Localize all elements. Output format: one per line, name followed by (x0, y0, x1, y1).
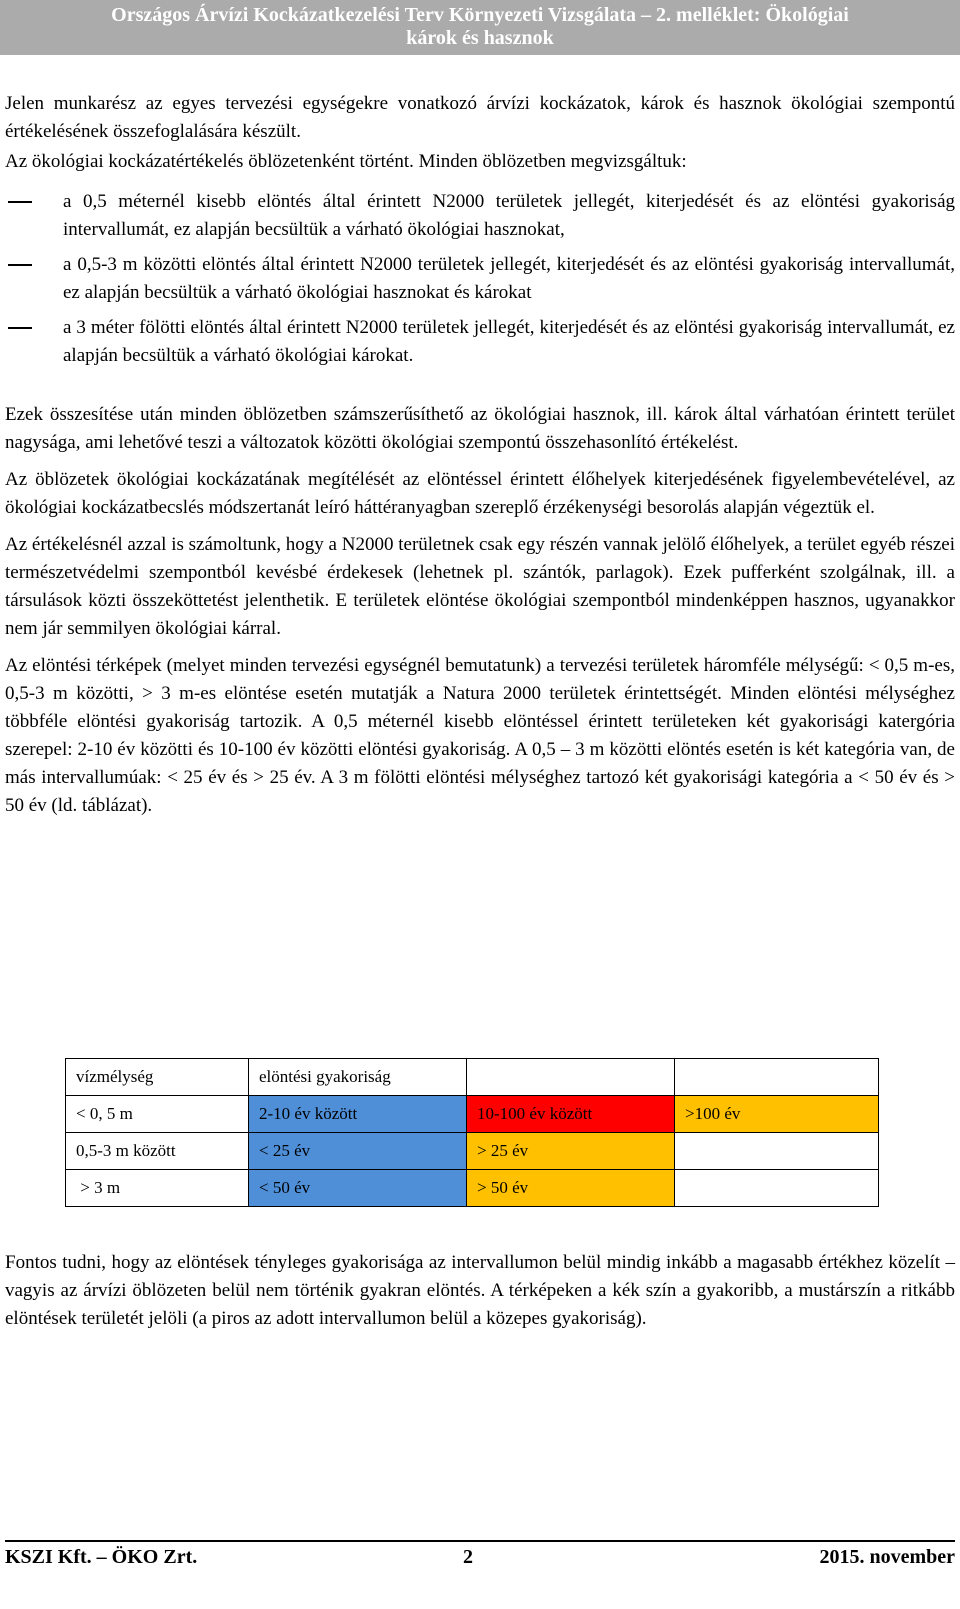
body-paragraph: Ezek összesítése után minden öblözetben számszerűsíthető az ökológiai hasznok, ill. károk által várhatóan érintett terület nagysága, ami lehetővé teszi a változatok közötti ökológiai szempontú összehasonlító értékelést. (5, 404, 955, 453)
frequency-cell-yellow: > 50 év (467, 1170, 675, 1207)
page-header (0, 0, 960, 55)
frequency-cell-yellow: > 25 év (467, 1133, 675, 1170)
table-header-row (66, 1059, 879, 1096)
header-title-line2: károk és hasznok (406, 27, 554, 49)
table-row (66, 1133, 879, 1170)
header-depth: vízmélység (66, 1059, 249, 1096)
frequency-cell-blue: < 25 év (249, 1133, 467, 1170)
frequency-cell-blue: 2-10 év között (249, 1096, 467, 1133)
closing-paragraph: Fontos tudni, hogy az elöntések tényleges gyakorisága az intervallumon belül mindig inkább a magasabb értékhez közelít – vagyis az árvízi öblözeten belül nem történik gyakran elöntés. A térképeken a kék szín a gyakoribb, a mustárszín a ritkább elöntések területét jelöli (a piros az adott intervallumon belül a közepes gyakoriság). (5, 1252, 955, 1329)
body-paragraph: Az elöntési térképek (melyet minden tervezési egységnél bemutatunk) a tervezési területek háromféle mélységű: < 0,5 m-es, 0,5-3 m közötti, > 3 m-es elöntése esetén mutatják a Natura 2000 területek érintettségét. Minden elöntési mélységhez többféle elöntési gyakoriság tartozik. A 0,5 méternél kisebb elöntéssel érintett területeken két gyakorisági katergória szerepel: 2-10 év közötti és 10-100 év közötti elöntési gyakoriság. A 0,5 – 3 m közötti elöntés esetén is két kategória van, de más intervallumúak: < 25 év és > 25 év. A 3 m fölötti elöntési mélységhez tartozó két gyakorisági kategória a < 50 év és > 50 év (ld. táblázat). (5, 655, 955, 816)
document-body (5, 90, 955, 829)
frequency-cell-blue: < 50 év (249, 1170, 467, 1207)
empty-cell (675, 1133, 879, 1170)
table-row (66, 1170, 879, 1207)
depth-cell: 0,5-3 m között (66, 1133, 249, 1170)
intro-paragraph: Jelen munkarész az egyes tervezési egységekre vonatkozó árvízi kockázatok, károk és hasznok ökológiai szempontú értékelésének összefoglalására készült. (5, 93, 955, 142)
page-footer (5, 1542, 955, 1572)
dash-bullet-icon (8, 201, 32, 203)
list-item (5, 188, 955, 244)
flood-frequency-table (65, 1058, 879, 1207)
frequency-cell-yellow: >100 év (675, 1096, 879, 1133)
bullet-list (5, 188, 955, 370)
body-paragraph: Az öblözetek ökológiai kockázatának megítélését az elöntéssel érintett élőhelyek kiterjedésének figyelembevételével, az ökológiai kockázatbecslés módszertanát leíró háttéranyagban szereplő érzékenységi besorolás alapján végeztük el. (5, 469, 955, 518)
page-number: 2 (463, 1546, 473, 1568)
depth-cell: < 0, 5 m (66, 1096, 249, 1133)
footer-company: KSZI Kft. – ÖKO Zrt. (5, 1546, 198, 1568)
footer-date: 2015. november (819, 1546, 955, 1568)
empty-cell (675, 1170, 879, 1207)
list-item-text: a 3 méter fölötti elöntés által érintett N2000 területek jellegét, kiterjedését és az elöntési gyakoriság intervallumát, ez alapján becsültük a várható ökológiai károkat. (63, 317, 955, 366)
dash-bullet-icon (8, 327, 32, 329)
dash-bullet-icon (8, 264, 32, 266)
list-item-text: a 0,5 méternél kisebb elöntés által érintett N2000 területek jellegét, kiterjedését és az elöntési gyakoriság intervallumát, ez alapján becsültük a várható ökológiai hasznokat, (63, 191, 955, 240)
list-item-text: a 0,5-3 m közötti elöntés által érintett N2000 területek jellegét, kiterjedését és az elöntési gyakoriság intervallumát, ez alapján becsültük a várható ökológiai hasznokat és károkat (63, 254, 955, 303)
body-paragraph: Az értékelésnél azzal is számoltunk, hogy a N2000 területnek csak egy részén vannak jelölő élőhelyek, a terület egyéb részei természetvédelmi szempontból kevésbé érdekesek (lehetnek pl. szántók, parlagok). Ezek pufferként szolgálnak, ill. a társulások közti összeköttetést jelenthetik. E területek elöntése ökológiai szempontból mindenképpen hasznos, ugyanakkor nem jár semmilyen ökológiai kárral. (5, 534, 955, 639)
frequency-cell-red: 10-100 év között (467, 1096, 675, 1133)
depth-cell: > 3 m (66, 1170, 249, 1207)
list-item (5, 251, 955, 307)
table-row (66, 1096, 879, 1133)
list-item (5, 314, 955, 370)
intro-paragraph-2: Az ökológiai kockázatértékelés öblözetenként történt. Minden öblözetben megvizsgáltuk: (5, 151, 687, 172)
header-frequency: elöntési gyakoriság (249, 1059, 467, 1096)
header-title-line1: Országos Árvízi Kockázatkezelési Terv Környezeti Vizsgálata – 2. melléklet: Ökológiai (111, 4, 849, 26)
